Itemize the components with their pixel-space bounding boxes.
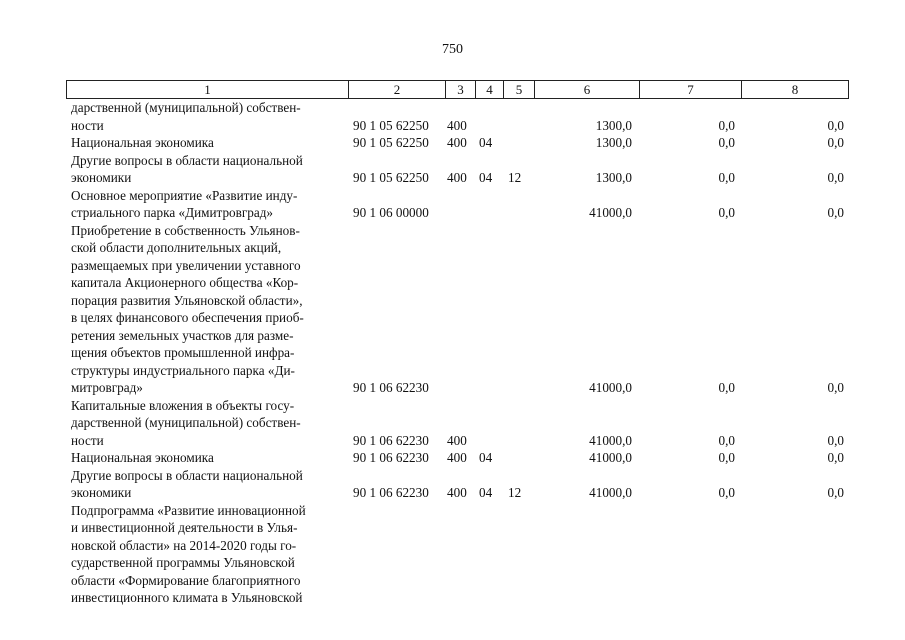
column-4-value: 04	[479, 485, 493, 500]
column-header-6: 6	[534, 81, 639, 98]
amount-column-8: 0,0	[827, 380, 844, 395]
amount-column-6: 41000,0	[589, 450, 632, 465]
description-line: ности	[71, 432, 104, 448]
column-header-2: 2	[348, 81, 445, 98]
description-line: Приобретение в собственность Ульянов-	[71, 222, 300, 238]
budget-code: 90 1 05 62250	[353, 135, 429, 150]
budget-code: 90 1 05 62250	[353, 170, 429, 185]
column-4-value: 04	[479, 170, 493, 185]
column-4-value: 04	[479, 135, 493, 150]
description-line: новской области» на 2014-2020 годы го-	[71, 537, 297, 553]
amount-column-6: 41000,0	[589, 380, 632, 395]
description-line: сударственной программы Ульяновской	[71, 555, 295, 570]
amount-column-6: 41000,0	[589, 205, 632, 220]
column-5-value: 12	[508, 485, 522, 500]
amount-column-8: 0,0	[827, 135, 844, 150]
column-header-8: 8	[741, 81, 848, 98]
table-row	[0, 467, 905, 502]
amount-column-7: 0,0	[718, 170, 735, 185]
description-line: Национальная экономика	[71, 135, 214, 150]
description-line: щения объектов промышленной инфра-	[71, 345, 295, 360]
row-description	[71, 187, 342, 222]
row-description	[71, 397, 342, 450]
description-line: ности	[71, 117, 104, 133]
row-description	[71, 449, 342, 467]
row-description	[71, 99, 342, 134]
description-line: Другие вопросы в области национальной	[71, 467, 303, 483]
description-line: Национальная экономика	[71, 450, 214, 465]
description-line: Другие вопросы в области национальной	[71, 152, 303, 168]
column-header-7: 7	[639, 81, 741, 98]
budget-code: 90 1 05 62250	[353, 117, 429, 133]
amount-column-8: 0,0	[827, 485, 844, 500]
description-line: ской области дополнительных акций,	[71, 240, 282, 255]
budget-code: 90 1 06 62230	[353, 450, 429, 465]
row-description	[71, 134, 342, 152]
table-row	[0, 397, 905, 450]
amount-column-8: 0,0	[827, 450, 844, 465]
description-line: Основное мероприятие «Развитие инду-	[71, 187, 298, 203]
table-row	[0, 502, 905, 607]
description-line: области «Формирование благоприятного	[71, 572, 301, 588]
table-row	[0, 187, 905, 222]
description-line: инвестиционного климата в Ульяновской	[71, 590, 303, 605]
amount-column-7: 0,0	[718, 485, 735, 500]
column-header-1: 1	[204, 82, 211, 97]
description-line: дарственной (муниципальной) собствен-	[71, 415, 301, 430]
amount-column-8: 0,0	[827, 205, 844, 220]
column-3-value: 400	[447, 432, 467, 448]
table-row	[0, 222, 905, 397]
column-header-5: 5	[503, 81, 534, 98]
description-line: Капитальные вложения в объекты госу-	[71, 397, 295, 413]
description-line: экономики	[71, 170, 132, 185]
description-line: стриального парка «Димитровград»	[71, 205, 274, 220]
amount-column-6: 1300,0	[595, 170, 632, 185]
amount-column-6: 41000,0	[589, 485, 632, 500]
description-line: дарственной (муниципальной) собствен-	[71, 100, 301, 115]
description-line: митровград»	[71, 380, 143, 395]
amount-column-6: 41000,0	[589, 432, 632, 448]
table-row	[0, 449, 905, 467]
description-line: Подпрограмма «Развитие инновационной	[71, 502, 306, 518]
description-line: в целях финансового обеспечения приоб-	[71, 310, 304, 325]
amount-column-7: 0,0	[718, 450, 735, 465]
amount-column-8: 0,0	[827, 432, 844, 448]
budget-code: 90 1 06 62230	[353, 485, 429, 500]
amount-column-7: 0,0	[718, 205, 735, 220]
description-line: и инвестиционной деятельности в Улья-	[71, 520, 298, 535]
budget-code: 90 1 06 62230	[353, 432, 429, 448]
amount-column-8: 0,0	[827, 170, 844, 185]
table-row	[0, 152, 905, 187]
column-3-value: 400	[447, 117, 467, 133]
amount-column-8: 0,0	[827, 117, 844, 133]
row-description	[71, 152, 342, 187]
column-header-3: 3	[445, 81, 475, 98]
amount-column-6: 1300,0	[595, 117, 632, 133]
description-line: экономики	[71, 485, 132, 500]
amount-column-7: 0,0	[718, 117, 735, 133]
budget-code: 90 1 06 00000	[353, 205, 429, 220]
description-line: размещаемых при увеличении уставного	[71, 257, 301, 273]
table-header	[66, 80, 849, 99]
column-5-value: 12	[508, 170, 522, 185]
column-3-value: 400	[447, 450, 467, 465]
row-description	[71, 222, 342, 397]
row-description	[71, 502, 342, 607]
column-3-value: 400	[447, 170, 467, 185]
row-description	[71, 467, 342, 502]
amount-column-7: 0,0	[718, 432, 735, 448]
description-line: капитала Акционерного общества «Кор-	[71, 275, 299, 290]
budget-code: 90 1 06 62230	[353, 380, 429, 395]
amount-column-7: 0,0	[718, 380, 735, 395]
column-3-value: 400	[447, 485, 467, 500]
amount-column-6: 1300,0	[595, 135, 632, 150]
description-line: ретения земельных участков для разме-	[71, 327, 294, 343]
page-number: 750	[442, 42, 463, 57]
column-3-value: 400	[447, 135, 467, 150]
table-row	[0, 99, 905, 134]
description-line: порация развития Ульяновской области»,	[71, 292, 303, 308]
description-line: структуры индустриального парка «Ди-	[71, 362, 295, 378]
table-row	[0, 134, 905, 152]
amount-column-7: 0,0	[718, 135, 735, 150]
column-header-4: 4	[475, 81, 503, 98]
column-4-value: 04	[479, 450, 493, 465]
